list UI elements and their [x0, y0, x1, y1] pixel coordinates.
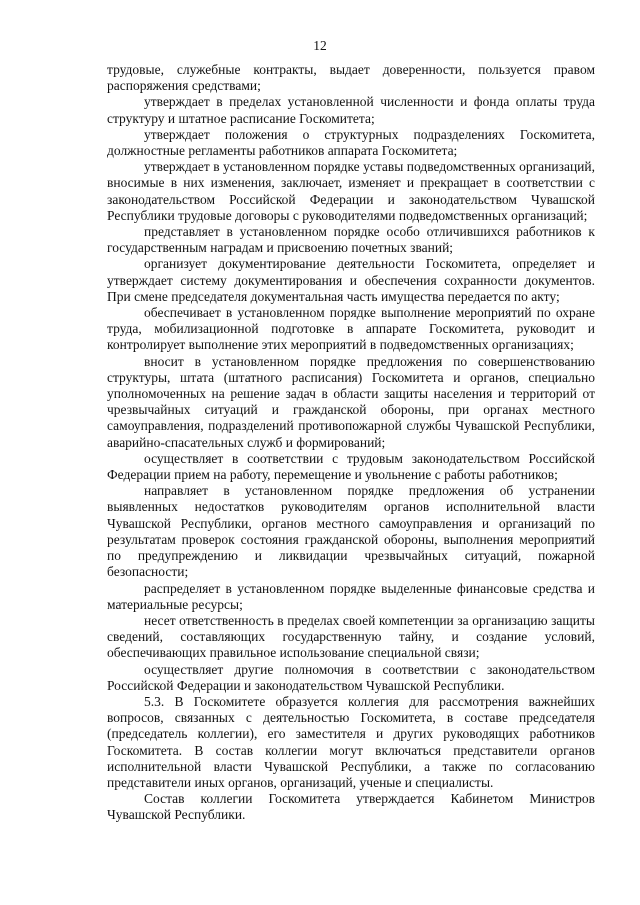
paragraph-hiring: осуществляет в соответствии с трудовым законодательством Российской Федерации прием на работу, перемещение и увольнение с работы работников;: [107, 450, 595, 483]
paragraph-approves-structure: утверждает в пределах установленной численности и фонда оплаты труда структуру и штатное расписание Госкомитета;: [107, 94, 595, 126]
document-body: [107, 62, 595, 824]
paragraph-other-powers: осуществляет другие полномочия в соответствии с законодательством Российской Федерации и законодательством Чувашской Республики.: [107, 661, 595, 693]
paragraph-contracts-continuation: трудовые, служебные контракты, выдает доверенности, пользуется правом распоряжения средствами;: [107, 62, 595, 94]
paragraph-approves-charters: утверждает в установленном порядке уставы подведомственных организаций, вносимые в них изменения, заключает, изменяет и прекращает в соответствии с законодательством Российской Федерации и законодательством Чувашской Республики трудовые договоры с руководителями подведомственных организаций;: [107, 159, 595, 223]
page-number: 12: [313, 38, 327, 53]
paragraph-responsibility: несет ответственность в пределах своей компетенции за организацию защиты сведений, составляющих государственную тайну, и создание условий, обеспечивающих правильное использование специальной связи;: [107, 612, 595, 661]
paragraph-approves-regulations: утверждает положения о структурных подразделениях Госкомитета, должностные регламенты работников аппарата Госкомитета;: [107, 126, 595, 159]
paragraph-deficiency-proposals: направляет в установленном порядке предложения об устранении выявленных недостатков руководителям органов исполнительной власти Чувашской Республики, органов местного самоуправления и организаций по результатам проверок состояния гражданской обороны, выполнения мероприятий по предупреждению и ликвидации чрезвычайных ситуаций, пожарной безопасности;: [107, 483, 595, 580]
paragraph-labor-protection: обеспечивает в установленном порядке выполнение мероприятий по охране труда, мобилизационной подготовке в аппарате Госкомитета, руководит и контролирует выполнение этих мероприятий в подведомственных организациях;: [107, 305, 595, 353]
paragraph-documentation: организует документирование деятельности Госкомитета, определяет и утверждает систему документирования и обеспечения сохранности документов. При смене председателя документальная часть имущества передается по акту;: [107, 256, 595, 304]
paragraph-board-composition: Состав коллегии Госкомитета утверждается Кабинетом Министров Чувашской Республики.: [107, 791, 595, 823]
paragraph-resources: распределяет в установленном порядке выделенные финансовые средства и материальные ресурсы;: [107, 580, 595, 612]
paragraph-awards: представляет в установленном порядке особо отличившихся работников к государственным наградам и присвоению почетных званий;: [107, 224, 595, 256]
paragraph-structure-proposals: вносит в установленном порядке предложения по совершенствованию структуры, штата (штатного расписания) Госкомитета и органов, специально уполномоченных на решение задач в области защиты населения и территорий от чрезвычайных ситуаций и гражданской обороны, при органах местного самоуправления, подразделений противопожарной службы Чувашской Республики, аварийно-спасательных служб и формирований;: [107, 353, 595, 450]
paragraph-section-5-3: 5.3. В Госкомитете образуется коллегия для рассмотрения важнейших вопросов, связанных с деятельностью Госкомитета, в составе председателя (председатель коллегии), его заместителя и других руководящих работников Госкомитета. В состав коллегии могут включаться представители органов исполнительной власти Чувашской Республики, а также по согласованию представители иных органов, организаций, ученые и специалисты.: [107, 693, 595, 790]
